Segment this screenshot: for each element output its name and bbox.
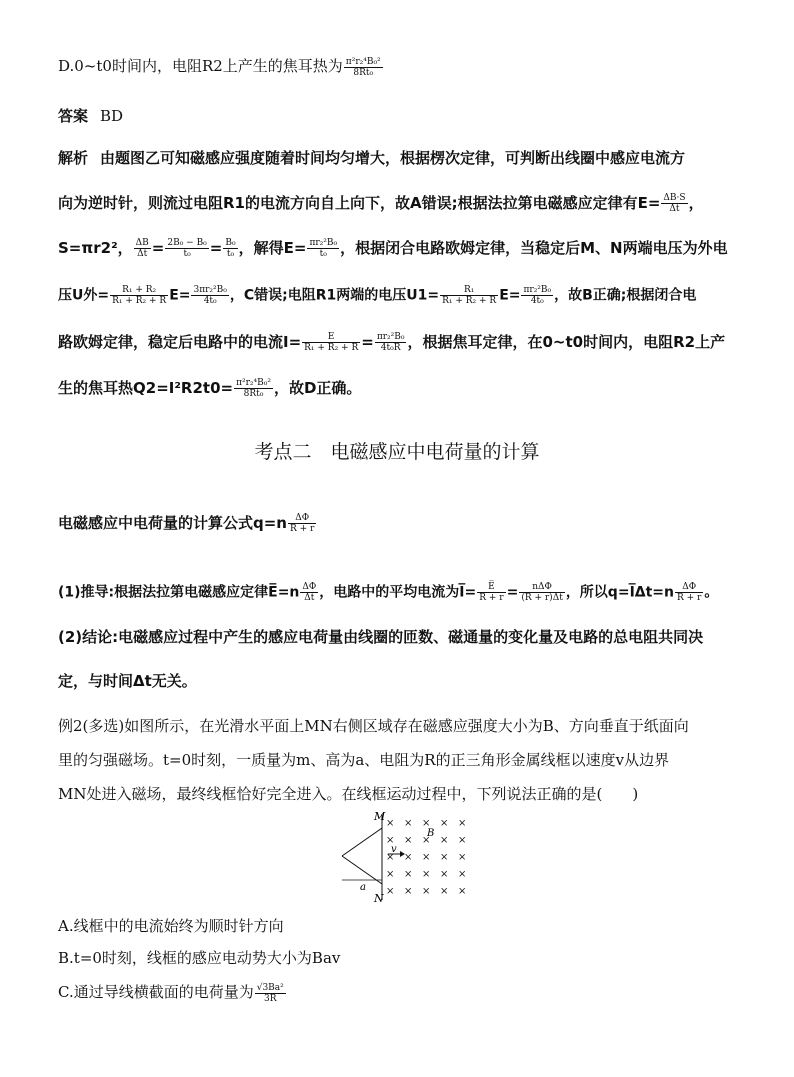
field-cross: × [458,852,467,863]
field-cross: × [458,886,467,897]
answer-label: 答案 [58,107,89,125]
field-cross: × [386,869,395,880]
field-cross: × [422,852,431,863]
field-cross: × [422,869,431,880]
field-cross: × [440,818,449,829]
field-cross: × [440,852,449,863]
option-c: C.通过导线横截面的电荷量为 $\frac{\text{√3Ba²}}{3R}$ [58,982,284,1004]
field-cross: × [404,835,413,846]
field-cross: × [386,818,395,829]
field-cross: × [458,869,467,880]
option-d: D.0~t0时间内，电阻R2上产生的焦耳热为 $\frac{\text{π²r₂⁴B₀²}}{\text{8Rt₀}}$ [58,56,381,78]
derivation-line: (1)推导:根据法拉第电磁感应定律E̅=n $\frac{\Delta\Phi}{\Delta t}$ ，电路中的平均电流为I̅= $\frac{E̅}{R + r}$ = $\frac{\text{nΔΦ}}{(R + r)\Delta t}$ ，所以q=I̅Δt=n $\frac{\Delta\Phi}{R + r}$ 。 [58,582,719,603]
analysis-line-5: 路欧姆定律，稳定后电路中的电流I= $\frac{E}{\text{R₁ + R₂ + R}}$ = $\frac{\text{πr₂²B₀}}{\text{4t₀R}}$ ，根据焦耳定律，在0~t0时间内，电阻R2上产 [58,332,726,353]
section-title: 考点二 电磁感应中电荷量的计算 [254,441,540,463]
field-cross: × [404,852,413,863]
conclusion-line-2: 定，与时间Δt无关。 [58,672,197,690]
field-cross: × [422,818,431,829]
field-cross: × [440,869,449,880]
label-b: B [427,828,435,839]
field-cross: × [422,886,431,897]
field-cross: × [458,835,467,846]
option-b: B.t=0时刻，线框的感应电动势大小为Bav [58,949,341,967]
example-line-3: MN处进入磁场，最终线框恰好完全进入。在线框运动过程中，下列说法正确的是( ) [58,785,639,803]
label-m: M [374,810,386,823]
analysis-line-4: 压U外= $\frac{\text{R₁ + R₂}}{\text{R₁ + R₂ + R}}$ E= $\frac{\text{3πr₂²B₀}}{\text{4t₀}}$ ，C错误;电阻R1两端的电压U1= $\frac{\text{R₁}}{\text{R₁ + R₂ + R}}$ E= $\frac{\text{πr₂²B₀}}{\text{4t₀}}$ ，故B正确;根据闭合电 [58,285,697,306]
field-cross: × [422,835,431,846]
analysis-line-6: 生的焦耳热Q2=I²R2t0= $\frac{\text{π²r₂⁴B₀²}}{\text{8Rt₀}}$ ，故D正确。 [58,378,362,399]
example-figure [330,808,470,904]
field-cross: × [404,818,413,829]
field-cross: × [458,818,467,829]
analysis-line-1: 解析 由题图乙可知磁感应强度随着时间均匀增大，根据楞次定律，可判断出线圈中感应电流方 [58,149,686,167]
fraction: $\frac{\text{π²r₂⁴B₀²}}{\text{8Rt₀}}$ [345,56,381,78]
charge-formula: 电磁感应中电荷量的计算公式q=n $\frac{\Delta\Phi}{R + r}$ [58,513,315,534]
example-line-2: 里的匀强磁场。t=0时刻，一质量为m、高为a、电阻为R的正三角形金属线框以速度v从边界 [58,751,670,769]
analysis-line-3: S=πr2²， $\frac{\Delta B}{\Delta t}$ = $\frac{\text{2B₀ − B₀}}{\text{t₀}}$ = $\frac{\text{B₀}}{\text{t₀}}$ ，解得E= $\frac{\text{πr₂²B₀}}{\text{t₀}}$ ，根据闭合电路欧姆定律，当稳定后M、N两端电压为外电 [58,238,728,259]
field-cross: × [404,869,413,880]
field-cross: × [386,852,395,863]
label-v: v [391,844,397,855]
example-line-1: 例2(多选)如图所示，在光滑水平面上MN右侧区域存在磁感应强度大小为B、方向垂直于纸面向 [58,717,689,735]
field-cross: × [404,886,413,897]
field-cross: × [440,886,449,897]
conclusion-line-1: (2)结论:电磁感应过程中产生的感应电荷量由线圈的匝数、磁通量的变化量及电路的总电阻共同决 [58,628,704,646]
label-a: a [360,882,366,893]
analysis-line-2: 向为逆时针，则流过电阻R1的电流方向自上向下，故A错误;根据法拉第电磁感应定律有E= $\frac{\Delta B\cdot S}{\Delta t}$ ， [58,193,704,214]
answer-value: BD [100,107,124,125]
field-cross: × [440,835,449,846]
option-a: A.线框中的电流始终为顺时针方向 [58,917,284,935]
triangle-top-edge [342,828,382,856]
field-cross: × [386,886,395,897]
field-cross: × [386,835,395,846]
answer-line [58,106,754,126]
label-n: N [374,892,384,904]
